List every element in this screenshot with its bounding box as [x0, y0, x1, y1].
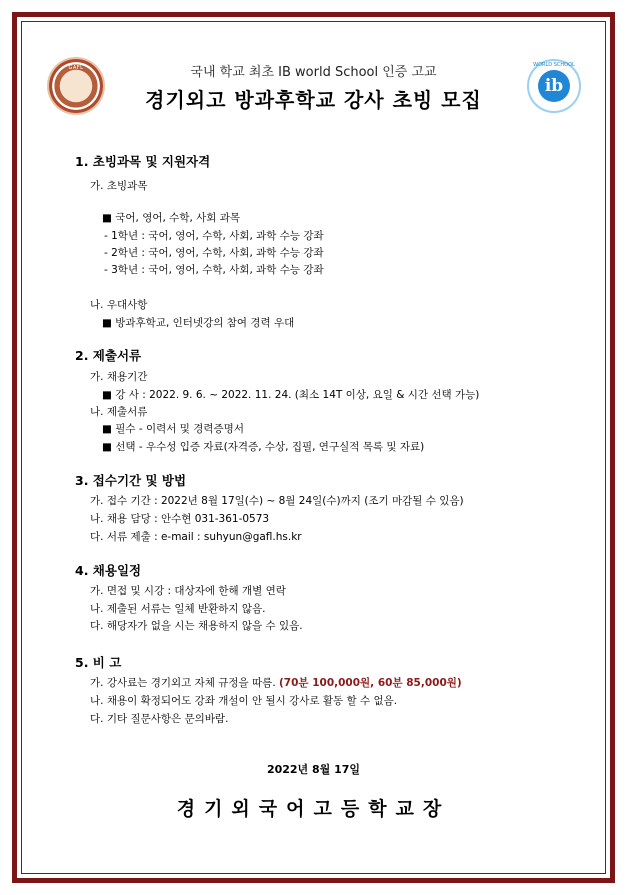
section-1-a-label: 가. 초빙과목 — [90, 180, 148, 192]
section-5-line-a — [90, 675, 462, 690]
section-1-heading: 1. 초빙과목 및 지원자격 — [75, 154, 211, 169]
document-signer: 경기외국어고등학교장 — [176, 798, 451, 820]
section-5-line: 나. 채용이 확정되어도 강좌 개설이 안 될시 강사로 활동 할 수 없음. — [90, 695, 398, 707]
section-3-line: 가. 접수 기간 : 2022년 8월 17일(수) ~ 8월 24일(수)까지 (조기 마감될 수 있음) — [90, 495, 464, 507]
section-4-heading: 4. 채용일정 — [75, 563, 142, 578]
school-seal-text: GAFL — [68, 65, 84, 71]
section-1-a-bullet: ■ 국어, 영어, 수학, 사회 과목 — [102, 212, 241, 224]
ib-inner-text: ib — [538, 70, 570, 102]
section-3-line: 다. 서류 제출 : e-mail : suhyun@gafl.hs.kr — [90, 531, 302, 543]
document-date: 2022년 8월 17일 — [266, 763, 361, 776]
section-5-line-a-text: 가. 강사료는 경기외고 자체 규정을 따름. — [90, 677, 276, 689]
section-3-heading: 3. 접수기간 및 방법 — [75, 473, 187, 488]
section-4-line: 다. 해당자가 없을 시는 채용하지 않을 수 있음. — [90, 620, 303, 632]
section-2-a-label: 가. 채용기간 — [90, 371, 148, 383]
section-5-line: 다. 기타 질문사항은 문의바람. — [90, 713, 229, 725]
section-5-fee-highlight: (70분 100,000원, 60분 85,000원) — [279, 677, 462, 689]
section-3-line: 나. 채용 담당 : 안수현 031-361-0573 — [90, 513, 270, 525]
page-subtitle: 국내 학교 최초 IB world School 인증 고교 — [190, 65, 437, 80]
section-2-heading: 2. 제출서류 — [75, 348, 142, 363]
section-2-b-bullet: ■ 선택 - 우수성 입증 자료(자격증, 수상, 집필, 연구실적 목록 및 자료) — [102, 441, 425, 453]
section-1-a-item: - 2학년 : 국어, 영어, 수학, 사회, 과학 수능 강좌 — [104, 247, 324, 259]
section-4-line: 가. 면접 및 시강 : 대상자에 한해 개별 연락 — [90, 585, 286, 597]
section-5-heading: 5. 비 고 — [75, 655, 122, 670]
section-2-a-bullet: ■ 강 사 : 2022. 9. 6. ~ 2022. 11. 24. (최소 14T 이상, 요일 & 시간 선택 가능) — [102, 389, 480, 401]
section-2-b-label: 나. 제출서류 — [90, 406, 148, 418]
section-1-a-item: - 3학년 : 국어, 영어, 수학, 사회, 과학 수능 강좌 — [104, 264, 324, 276]
section-2-b-bullet: ■ 필수 - 이력서 및 경력증명서 — [102, 423, 244, 435]
section-4-line: 나. 제출된 서류는 일체 반환하지 않음. — [90, 603, 266, 615]
section-1-a-item: - 1학년 : 국어, 영어, 수학, 사회, 과학 수능 강좌 — [104, 230, 324, 242]
page-title: 경기외고 방과후학교 강사 초빙 모집 — [145, 88, 482, 112]
section-1-b-bullet: ■ 방과후학교, 인터넷강의 참여 경력 우대 — [102, 317, 295, 329]
section-1-b-label: 나. 우대사항 — [90, 299, 148, 311]
ib-ring-text: WORLD SCHOOL — [533, 62, 575, 68]
